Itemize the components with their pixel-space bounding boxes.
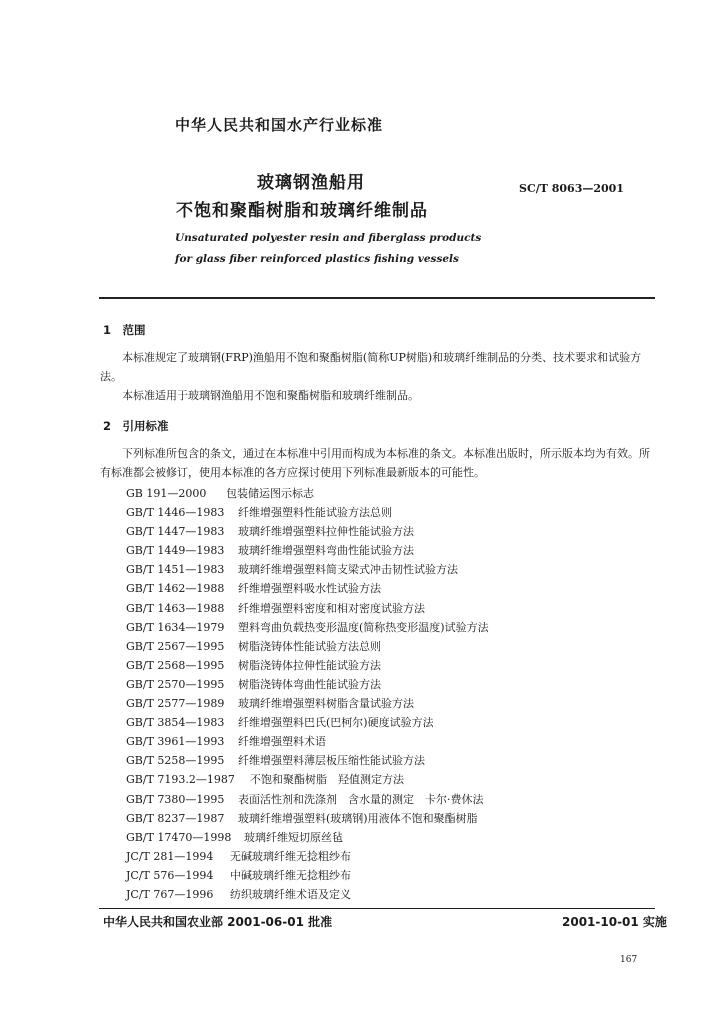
reference-title: 玻璃纤维增强塑料弯曲性能试验方法: [238, 544, 414, 558]
reference-title: 玻璃纤维增强塑料树脂含量试验方法: [238, 697, 414, 711]
reference-code: GB/T 2568—1995: [126, 658, 225, 672]
reference-title: 玻璃纤维增强塑料拉伸性能试验方法: [238, 525, 414, 539]
reference-code: GB/T 2567—1995: [126, 639, 225, 653]
reference-item: [126, 579, 489, 598]
reference-code: GB/T 2570—1995: [126, 677, 225, 691]
reference-title: 不饱和聚酯树脂 羟值测定方法: [250, 773, 404, 787]
reference-code: GB/T 1463—1988: [126, 601, 225, 615]
reference-code: GB/T 1449—1983: [126, 544, 225, 558]
reference-item: [126, 522, 489, 541]
reference-item: [126, 675, 489, 694]
reference-item: [126, 541, 489, 560]
section-1-paragraph-2: 本标准适用于玻璃钢渔船用不饱和聚酯树脂和玻璃纤维制品。: [122, 389, 419, 402]
english-title-line-2: for glass fiber reinforced plastics fishing vessels: [175, 253, 459, 265]
reference-item: [126, 790, 489, 809]
section-2-paragraph-1: 下列标准所包含的条文，通过在本标准中引用而构成为本标准的条文。本标准出版时，所示版本均为有效。所有标准都会被修订，使用本标准的各方应探讨使用下列标准最新版本的可能性。: [100, 447, 650, 479]
reference-item: [126, 732, 489, 751]
reference-title: 表面活性剂和洗涤剂 含水量的测定 卡尔·费休法: [238, 792, 484, 806]
reference-item: [126, 503, 489, 522]
footer-divider: [99, 908, 655, 909]
reference-title: 包装储运图示标志: [226, 487, 314, 500]
reference-title: 无碱玻璃纤维无捻粗纱布: [230, 849, 351, 863]
reference-code: JC/T 281—1994: [126, 849, 214, 863]
reference-title: 纤维增强塑料性能试验方法总则: [238, 506, 392, 520]
reference-code: GB/T 8237—1987: [126, 811, 225, 825]
reference-item: [126, 484, 489, 503]
reference-code: GB/T 5258—1995: [126, 754, 225, 768]
header-title: 中华人民共和国水产行业标准: [175, 116, 384, 134]
reference-code: GB/T 3961—1993: [126, 735, 225, 749]
reference-code: GB/T 1634—1979: [126, 620, 225, 634]
issuer-statement: 中华人民共和国农业部 2001-06-01 批准: [103, 915, 333, 929]
section-1-heading: 1 范围: [103, 323, 146, 337]
effective-date: 2001-10-01 实施: [562, 915, 667, 929]
header-divider: [99, 297, 655, 299]
reference-title: 中碱玻璃纤维无捻粗纱布: [230, 868, 351, 882]
reference-item: [126, 751, 489, 770]
standard-code: SC/T 8063—2001: [519, 182, 624, 195]
reference-item: [126, 828, 489, 847]
reference-title: 纤维增强塑料密度和相对密度试验方法: [238, 601, 425, 615]
reference-title: 纤维增强塑料巴氏(巴柯尔)硬度试验方法: [238, 716, 434, 730]
reference-code: GB/T 17470—1998: [126, 830, 232, 844]
reference-code: GB/T 7193.2—1987: [126, 773, 235, 787]
reference-list: [126, 484, 489, 904]
reference-title: 纤维增强塑料薄层板压缩性能试验方法: [238, 754, 425, 768]
reference-item: [126, 866, 489, 885]
reference-code: GB/T 1446—1983: [126, 506, 225, 520]
reference-item: [126, 713, 489, 732]
section-2-heading: 2 引用标准: [103, 419, 169, 433]
reference-code: GB/T 3854—1983: [126, 716, 225, 730]
chinese-title-line-2: 不饱和聚酯树脂和玻璃纤维制品: [176, 201, 428, 221]
reference-title: 纤维增强塑料吸水性试验方法: [238, 582, 381, 596]
section-1-paragraph-1: 本标准规定了玻璃钢(FRP)渔船用不饱和聚酯树脂(简称UP树脂)和玻璃纤维制品的分类、技术要求和试验方法。: [100, 351, 642, 383]
reference-item: [126, 656, 489, 675]
reference-code: JC/T 576—1994: [126, 868, 214, 882]
reference-title: 纤维增强塑料术语: [238, 735, 326, 749]
reference-title: 塑料弯曲负载热变形温度(简称热变形温度)试验方法: [238, 620, 489, 634]
reference-title: 玻璃纤维短切原丝毡: [244, 830, 343, 844]
reference-title: 树脂浇铸体性能试验方法总则: [238, 639, 381, 653]
reference-title: 树脂浇铸体弯曲性能试验方法: [238, 677, 381, 691]
reference-item: [126, 637, 489, 656]
reference-item: [126, 809, 489, 828]
reference-item: [126, 694, 489, 713]
english-title-line-1: Unsaturated polyester resin and fiberglass products: [175, 232, 482, 244]
reference-title: 玻璃纤维增强塑料(玻璃钢)用液体不饱和聚酯树脂: [238, 811, 478, 825]
chinese-title-line-1: 玻璃钢渔船用: [257, 173, 365, 193]
page-number: 167: [620, 955, 638, 965]
reference-title: 玻璃纤维增强塑料简支梁式冲击韧性试验方法: [238, 563, 458, 577]
reference-item: [126, 599, 489, 618]
reference-code: JC/T 767—1996: [126, 887, 214, 901]
reference-code: GB/T 2577—1989: [126, 697, 225, 711]
reference-title: 纺织玻璃纤维术语及定义: [230, 887, 351, 901]
reference-item: [126, 885, 489, 904]
reference-code: GB/T 7380—1995: [126, 792, 225, 806]
reference-item: [126, 770, 489, 789]
reference-item: [126, 560, 489, 579]
reference-code: GB/T 1447—1983: [126, 525, 225, 539]
reference-code: GB/T 1451—1983: [126, 563, 225, 577]
reference-item: [126, 847, 489, 866]
reference-code: GB 191—2000: [126, 487, 207, 500]
reference-title: 树脂浇铸体拉伸性能试验方法: [238, 658, 381, 672]
reference-item: [126, 618, 489, 637]
reference-code: GB/T 1462—1988: [126, 582, 225, 596]
